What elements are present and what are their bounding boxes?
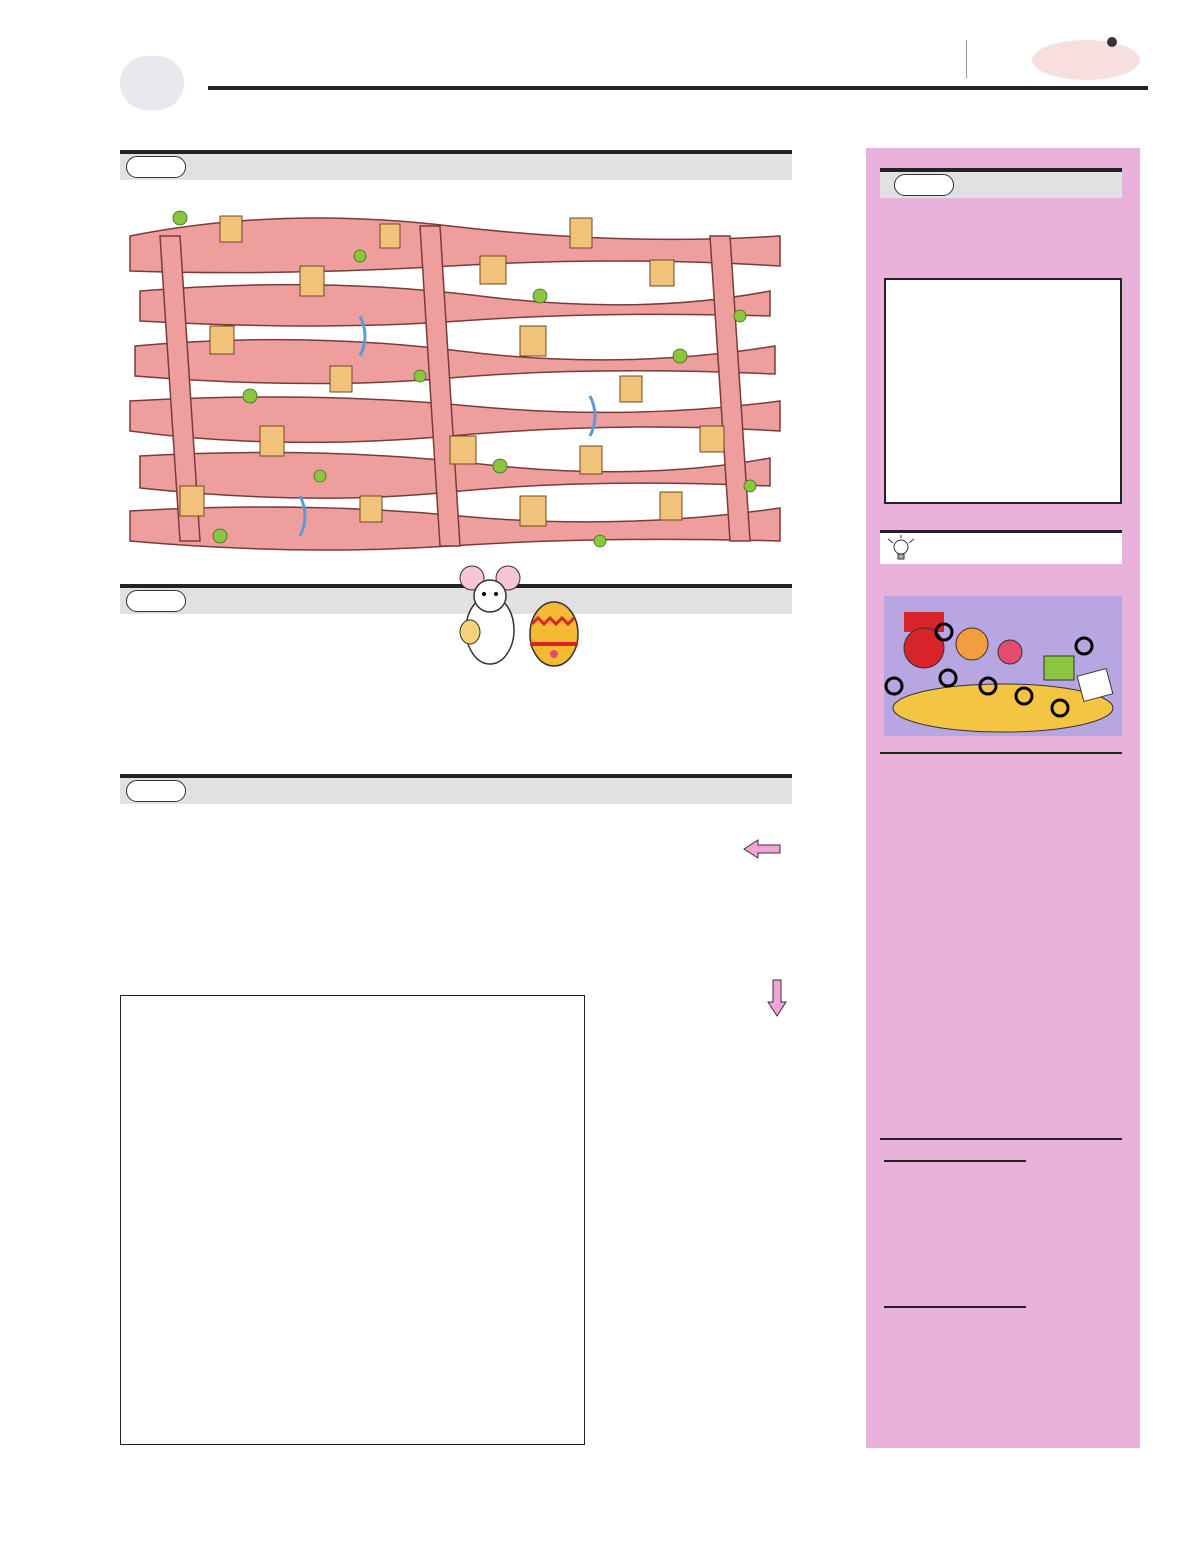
- crossword-row-numbers: [590, 995, 618, 1445]
- haft-sin-table-illustration: [884, 596, 1122, 736]
- sudoku-grid[interactable]: [884, 278, 1122, 504]
- sudoku-section-header: [880, 168, 1122, 198]
- crossword-section-header: [120, 774, 792, 804]
- chess-solution-grid: [884, 1160, 1026, 1162]
- vertical-arrow-icon: [766, 978, 788, 1018]
- mouse-painting-egg-icon: [456, 560, 586, 672]
- maze-section-header: [120, 150, 792, 180]
- sudoku-level-badge: [894, 174, 954, 196]
- lightbulb-icon: [886, 535, 916, 561]
- crossword-level-badge: [126, 780, 186, 802]
- page-number: [120, 56, 184, 110]
- header-rule: [208, 86, 1148, 90]
- maze-illustration: [120, 196, 792, 562]
- crossword-grid[interactable]: [120, 995, 585, 1445]
- riddle-level-badge: [126, 590, 186, 612]
- header-divider: [966, 40, 967, 78]
- strip-solution-grid: [884, 1306, 1026, 1308]
- divider: [880, 1138, 1122, 1140]
- maze-level-badge: [126, 156, 186, 178]
- divider: [880, 752, 1122, 754]
- magazine-logo: [1030, 30, 1142, 82]
- prev-solutions-header: [880, 530, 1122, 564]
- horizontal-arrow-icon: [742, 838, 782, 860]
